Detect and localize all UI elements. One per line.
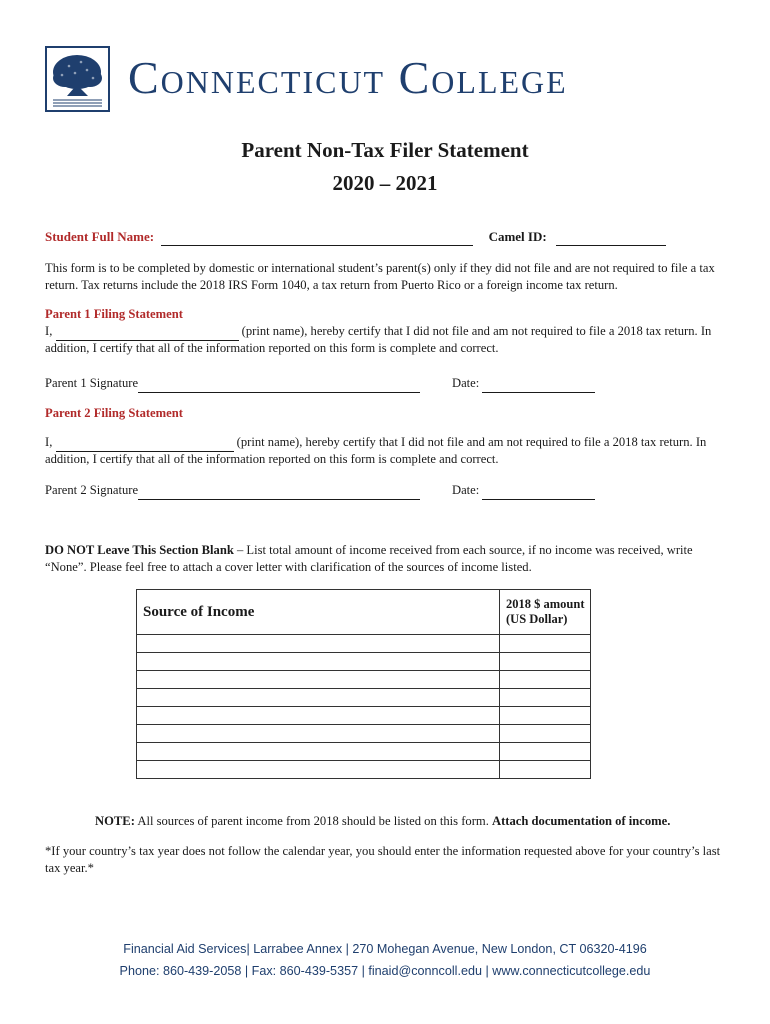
col-amount-header-line1: 2018 $ amount — [506, 597, 585, 611]
intro-text: This form is to be completed by domestic or international student’s parent(s) only if they did not file and are not required to file a tax return. Tax returns include the 2018 IRS Form 1040, a tax return from Puerto Rico or a foreign income tax return. — [45, 261, 715, 292]
college-name: Connecticut College — [128, 52, 568, 103]
source-cell[interactable] — [137, 653, 500, 671]
amount-cell[interactable] — [500, 725, 591, 743]
parent2-signature-label: Parent 2 Signature — [45, 483, 139, 497]
note-label: NOTE: — [95, 814, 135, 828]
parent1-cert-line1 — [45, 323, 735, 341]
income-table-header — [137, 590, 591, 635]
parent1-prefix: I, — [45, 324, 53, 338]
table-row — [137, 743, 591, 761]
source-cell[interactable] — [137, 725, 500, 743]
form-year: 2020 – 2021 — [332, 171, 438, 195]
parent2-signature-row — [45, 482, 420, 500]
source-cell[interactable] — [137, 689, 500, 707]
amount-cell[interactable] — [500, 653, 591, 671]
college-logo — [45, 46, 110, 112]
parent2-heading: Parent 2 Filing Statement — [45, 406, 183, 420]
note-text: All sources of parent income from 2018 should be listed on this form. — [134, 814, 493, 828]
parent1-date-label: Date: — [452, 376, 480, 390]
amount-cell[interactable] — [500, 671, 591, 689]
note-line — [95, 813, 670, 830]
source-cell[interactable] — [137, 635, 500, 653]
footer-address: Financial Aid Services| Larrabee Annex | 270 Mohegan Avenue, New London, CT 06320-4196 — [123, 942, 647, 956]
camel-id-label: Camel ID: — [488, 229, 547, 244]
tax-year-note-line1: *If your country’s tax year does not follow the calendar year, you should enter the information requested above for your country’s last — [45, 844, 721, 858]
student-name-field[interactable] — [161, 228, 473, 246]
parent1-signature-row — [45, 375, 420, 393]
amount-cell[interactable] — [500, 707, 591, 725]
income-table — [136, 589, 591, 779]
income-instructions-line1 — [45, 542, 735, 559]
parent1-print-name-field[interactable] — [56, 323, 239, 341]
amount-cell[interactable] — [500, 689, 591, 707]
tax-year-note-line2: tax year.* — [45, 861, 94, 875]
note-attach: Attach documentation of income. — [492, 814, 671, 828]
source-cell[interactable] — [137, 743, 500, 761]
col-amount-header-line2: (US Dollar) — [506, 612, 568, 626]
table-row — [137, 761, 591, 779]
col-amount-header — [500, 590, 591, 635]
parent1-date-field[interactable] — [482, 375, 595, 393]
parent2-date-field[interactable] — [482, 482, 595, 500]
parent2-prefix: I, — [45, 435, 53, 449]
amount-cell[interactable] — [500, 743, 591, 761]
student-name-label: Student Full Name: — [45, 229, 155, 244]
parent1-cert-text: (print name), hereby certify that I did not file and am not required to file a 2018 tax return. In — [241, 324, 712, 338]
parent2-cert-line1 — [45, 434, 735, 452]
parent2-cert-text: (print name), hereby certify that I did not file and am not required to file a 2018 tax return. In — [236, 435, 707, 449]
form-title: Parent Non-Tax Filer Statement — [241, 138, 529, 162]
parent1-signature-label: Parent 1 Signature — [45, 376, 139, 390]
amount-cell[interactable] — [500, 761, 591, 779]
parent1-heading: Parent 1 Filing Statement — [45, 307, 183, 321]
footer-contact: Phone: 860-439-2058 | Fax: 860-439-5357 | finaid@conncoll.edu | www.connecticutcollege.edu — [119, 964, 651, 978]
income-warning: DO NOT Leave This Section Blank — [45, 543, 234, 557]
parent2-date-row — [452, 482, 595, 500]
table-row — [137, 671, 591, 689]
camel-id-field[interactable] — [556, 228, 666, 246]
income-instructions-text: – List total amount of income received from each source, if no income was received, write — [233, 543, 693, 557]
source-cell[interactable] — [137, 761, 500, 779]
parent1-cert-line2: addition, I certify that all of the information reported on this form is complete and correct. — [45, 341, 499, 355]
table-row — [137, 653, 591, 671]
parent1-date-row — [452, 375, 595, 393]
parent2-signature-field[interactable] — [138, 482, 420, 500]
oak-tree-icon — [47, 48, 108, 110]
amount-cell[interactable] — [500, 635, 591, 653]
parent2-date-label: Date: — [452, 483, 480, 497]
income-instructions-line2: “None”. Please feel free to attach a cover letter with clarification of the sources of income listed. — [45, 560, 532, 574]
parent2-cert-line2: addition, I certify that all of the information reported on this form is complete and correct. — [45, 452, 499, 466]
source-cell[interactable] — [137, 707, 500, 725]
table-row — [137, 707, 591, 725]
table-row — [137, 635, 591, 653]
parent1-signature-field[interactable] — [138, 375, 420, 393]
student-info-row — [45, 228, 735, 246]
col-source-header: Source of Income — [137, 590, 500, 635]
table-row — [137, 725, 591, 743]
source-cell[interactable] — [137, 671, 500, 689]
parent2-print-name-field[interactable] — [56, 434, 234, 452]
table-row — [137, 689, 591, 707]
